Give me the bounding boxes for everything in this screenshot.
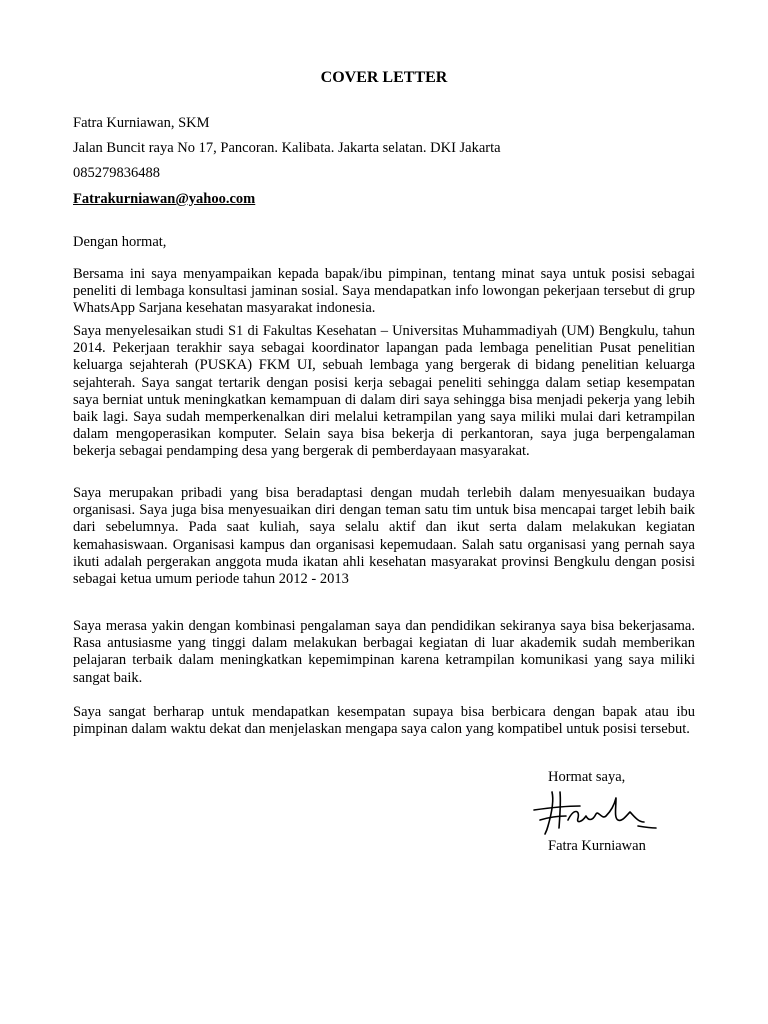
closing-phrase: Hormat saya, xyxy=(548,769,626,785)
signature-icon xyxy=(530,786,660,836)
signer-name: Fatra Kurniawan xyxy=(548,838,646,854)
paragraph-motivation: Saya merasa yakin dengan kombinasi pengalaman saya dan pendidikan sekiranya saya bisa bekerjasama. Rasa antusiasme yang tinggi dalam melakukan berbagai kegiatan di luar akademik sudah memberikan pelajaran terbaik dalam meningkatkan kepemimpinan karena ketrampilan komunikasi yang saya miliki sangat baik. xyxy=(73,618,695,686)
paragraph-education: Saya menyelesaikan studi S1 di Fakultas Kesehatan – Universitas Muhammadiyah (UM) Bengkulu, tahun 2014. Pekerjaan terakhir saya sebagai koordinator lapangan pada lembaga penelitian Pusat penelitian keluarga sejahterah (PUSKA) FKM UI, sebuah lembaga yang bergerak di bidang penelitian keluarga sejahterah. Saya sangat tertarik dengan posisi kerja sebagai peneliti sehingga dalam setiap kesempatan saya berniat untuk meningkatkan kemampuan di dalam diri saya sehingga bisa menjadi pekerja yang lebih baik lagi. Saya sudah memperkenalkan diri melalui ketrampilan yang saya miliki mulai dari ketrampilan dalam mengoperasikan komputer. Selain saya bisa bekerja di perkantoran, saya juga berpengalaman bekerja sebagai pendamping desa yang bergerak di pemberdayaan masyarakat. xyxy=(73,323,695,460)
sender-email: Fatrakurniawan@yahoo.com xyxy=(73,191,256,207)
sender-name: Fatra Kurniawan, SKM xyxy=(73,115,210,131)
salutation: Dengan hormat, xyxy=(73,234,167,250)
sender-phone: 085279836488 xyxy=(73,165,160,181)
paragraph-closing: Saya sangat berharap untuk mendapatkan kesempatan supaya bisa berbicara dengan bapak atau ibu pimpinan dalam waktu dekat dan menjelaskan mengapa saya calon yang kompatibel untuk posisi tersebut. xyxy=(73,704,695,738)
paragraph-intro: Bersama ini saya menyampaikan kepada bapak/ibu pimpinan, tentang minat saya untuk posisi sebagai peneliti di lembaga konsultasi jaminan sosial. Saya mendapatkan info lowongan pekerjaan tersebut di grup WhatsApp Sarjana kesehatan masyarakat indonesia. xyxy=(73,266,695,317)
sender-address: Jalan Buncit raya No 17, Pancoran. Kalibata. Jakarta selatan. DKI Jakarta xyxy=(73,140,501,156)
document-title: COVER LETTER xyxy=(320,69,448,86)
paragraph-personality: Saya merupakan pribadi yang bisa beradaptasi dengan mudah terlebih dalam menyesuaikan budaya organisasi. Saya juga bisa menyesuaikan diri dengan teman satu tim untuk bisa mencapai target lebih baik dari sebelumnya. Pada saat kuliah, saya selalu aktif dan ikut serta dalam melakukan kegiatan kemahasiswaan. Organisasi kampus dan organisasi kepemudaan. Salah satu organisasi yang pernah saya ikuti adalah pergerakan anggota muda ikatan ahli kesehatan masyarakat provinsi Bengkulu dengan posisi sebagai ketua umum periode tahun 2012 - 2013 xyxy=(73,485,695,588)
